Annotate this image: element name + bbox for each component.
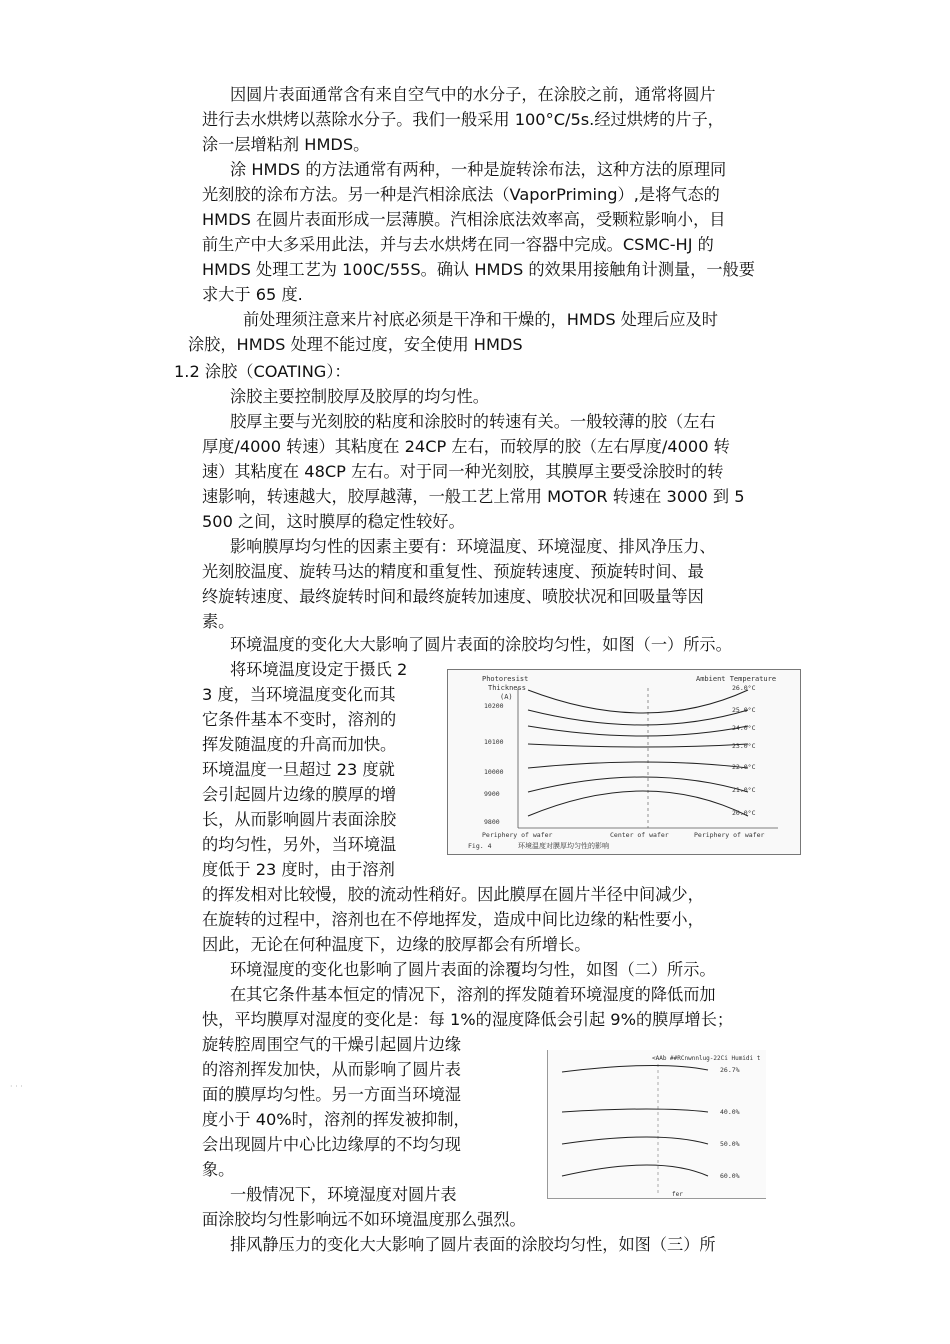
text-line: 速）其粘度在 48CP 左右。对于同一种光刻胶，其膜厚主要受涂胶时的转 <box>202 462 724 481</box>
text-line: 素。 <box>202 612 235 631</box>
text-line: 挥发随温度的升高而加快。 <box>202 735 397 754</box>
text-line: 长，从而影响圆片表面涂胶 <box>202 810 397 829</box>
text-line: 环境湿度的变化也影响了圆片表面的涂覆均匀性，如图（二）所示。 <box>230 960 716 979</box>
figure1-xlabel-right: Periphery of wafer <box>694 831 765 839</box>
figure1-xlabel-center: Center of wafer <box>610 831 669 839</box>
figure1-ylabel-1: Photoresist <box>482 675 529 683</box>
text-line: 光刻胶的涂布方法。另一种是汽相涂底法（VaporPriming）,是将气态的 <box>202 185 720 204</box>
text-line: 在旋转的过程中，溶剂也在不停地挥发，造成中间比边缘的粘性要小， <box>202 910 704 929</box>
figure2-label-26-7: 26.7% <box>720 1066 740 1074</box>
text-line: 光刻胶温度、旋转马达的精度和重复性、预旋转速度、预旋转时间、最 <box>202 562 704 581</box>
figure1-title-right: Ambient Temperature <box>696 675 777 683</box>
text-line: 涂一层增粘剂 HMDS。 <box>202 135 370 154</box>
figure1-caption-prefix: Fig. 4 <box>468 842 492 850</box>
text-line: 会引起圆片边缘的膜厚的增 <box>202 785 397 804</box>
text-line: 求大于 65 度. <box>202 285 303 304</box>
figure1-label-21c: 21.0°C <box>732 786 756 794</box>
figure1-ytick-10000: 10000 <box>484 768 504 776</box>
figure2-label-40: 40.0% <box>720 1108 740 1116</box>
figure2-label-50: 50.0% <box>720 1140 740 1148</box>
figure1-ylabel-3: (A) <box>500 693 513 701</box>
text-line: 面涂胶均匀性影响远不如环境温度那么强烈。 <box>202 1210 526 1229</box>
text-line: 的挥发相对比较慢，胶的流动性稍好。因此膜厚在圆片半径中间减少， <box>202 885 704 904</box>
figure1-label-24c: 24.0°C <box>732 724 756 732</box>
figure1-xlabel-left: Periphery of wafer <box>482 831 553 839</box>
text-line: 1.2 涂胶（COATING）： <box>174 362 351 381</box>
text-line: 涂胶，HMDS 处理不能过度，安全使用 HMDS <box>188 335 523 354</box>
text-line: 进行去水烘烤以蒸除水分子。我们一般采用 100°C/5s.经过烘烤的片子， <box>202 110 724 129</box>
figure2-label-60: 60.0% <box>720 1172 740 1180</box>
text-line: 影响膜厚均匀性的因素主要有：环境温度、环境湿度、排风净压力、 <box>230 537 716 556</box>
figure1-label-20c: 20.0°C <box>732 809 756 817</box>
text-line: 环境温度的变化大大影响了圆片表面的涂胶均匀性，如图（一）所示。 <box>230 635 732 654</box>
text-line: 会出现圆片中心比边缘厚的不均匀现 <box>202 1135 461 1154</box>
text-line: 前生产中大多采用此法，并与去水烘烤在同一容器中完成。CSMC-HJ 的 <box>202 235 714 254</box>
text-line: 度小于 40%时，溶剂的挥发被抑制， <box>202 1110 470 1129</box>
figure2-xlabel: fer <box>672 1191 683 1198</box>
text-line: 环境温度一旦超过 23 度就 <box>202 760 395 779</box>
figure1-label-22c: 22.0°C <box>732 763 756 771</box>
text-line: 度低于 23 度时，由于溶剂 <box>202 860 395 879</box>
text-line: 旋转腔周围空气的干燥引起圆片边缘 <box>202 1035 461 1054</box>
figure1-ylabel-2: Thickness <box>488 684 526 692</box>
figure1-label-23c: 23.0°C <box>732 742 756 750</box>
text-line: 象。 <box>202 1160 235 1179</box>
figure1-ytick-10200: 10200 <box>484 702 504 710</box>
text-line: HMDS 在圆片表面形成一层薄膜。汽相涂底法效率高，受颗粒影响小，目 <box>202 210 726 229</box>
text-line: 500 之间，这时膜厚的稳定性较好。 <box>202 512 465 531</box>
figure1-ytick-9800: 9800 <box>484 818 500 826</box>
text-line: 因圆片表面通常含有来自空气中的水分子，在涂胶之前，通常将圆片 <box>230 85 716 104</box>
margin-mark: · · · <box>10 1082 23 1091</box>
text-line: 胶厚主要与光刻胶的粘度和涂胶时的转速有关。一般较薄的胶（左右 <box>230 412 716 431</box>
figure-humidity-effect <box>547 1050 766 1199</box>
text-line: 涂胶主要控制胶厚及胶厚的均匀性。 <box>230 387 489 406</box>
text-line: 面的膜厚均匀性。另一方面当环境湿 <box>202 1085 461 1104</box>
figure1-label-25c: 25.0°C <box>732 706 756 714</box>
figure1-ytick-9900: 9900 <box>484 790 500 798</box>
text-line: HMDS 处理工艺为 100C/55S。确认 HMDS 的效果用接触角计测量，一般要 <box>202 260 755 279</box>
figure1-label-26c: 26.0°C <box>732 684 756 692</box>
text-line: 的均匀性，另外，当环境温 <box>202 835 397 854</box>
text-line: 终旋转速度、最终旋转时间和最终旋转加速度、喷胶状况和回吸量等因 <box>202 587 704 606</box>
figure1-chart <box>448 670 800 854</box>
text-line: 的溶剂挥发加快，从而影响了圆片表 <box>202 1060 461 1079</box>
text-line: 速影响，转速越大，胶厚越薄，一般工艺上常用 MOTOR 转速在 3000 到 5 <box>202 487 745 506</box>
figure1-caption: 环境温度对膜厚均匀性的影响 <box>518 842 609 850</box>
figure1-ytick-10100: 10100 <box>484 738 504 746</box>
figure2-header: <AAb ##RCnwnnlug-22Ci Humidi t <box>652 1055 761 1062</box>
text-line: 排风静压力的变化大大影响了圆片表面的涂胶均匀性，如图（三）所 <box>230 1235 716 1254</box>
text-line: 快，平均膜厚对湿度的变化是：每 1%的湿度降低会引起 9%的膜厚增长； <box>202 1010 734 1029</box>
figure2-chart <box>548 1050 766 1198</box>
text-line: 一般情况下，环境湿度对圆片表 <box>230 1185 457 1204</box>
text-line: 将环境温度设定于摄氏 2 <box>230 660 408 679</box>
text-line: 因此，无论在何种温度下，边缘的胶厚都会有所增长。 <box>202 935 591 954</box>
text-line: 在其它条件基本恒定的情况下，溶剂的挥发随着环境湿度的降低而加 <box>230 985 716 1004</box>
text-line: 它条件基本不变时，溶剂的 <box>202 710 397 729</box>
text-line: 3 度，当环境温度变化而其 <box>202 685 396 704</box>
text-line: 前处理须注意来片衬底必须是干净和干燥的，HMDS 处理后应及时 <box>243 310 718 329</box>
text-line: 涂 HMDS 的方法通常有两种，一种是旋转涂布法，这种方法的原理同 <box>230 160 727 179</box>
figure-temperature-effect <box>447 669 801 855</box>
text-line: 厚度/4000 转速）其粘度在 24CP 左右，而较厚的胶（左右厚度/4000 转 <box>202 437 730 456</box>
